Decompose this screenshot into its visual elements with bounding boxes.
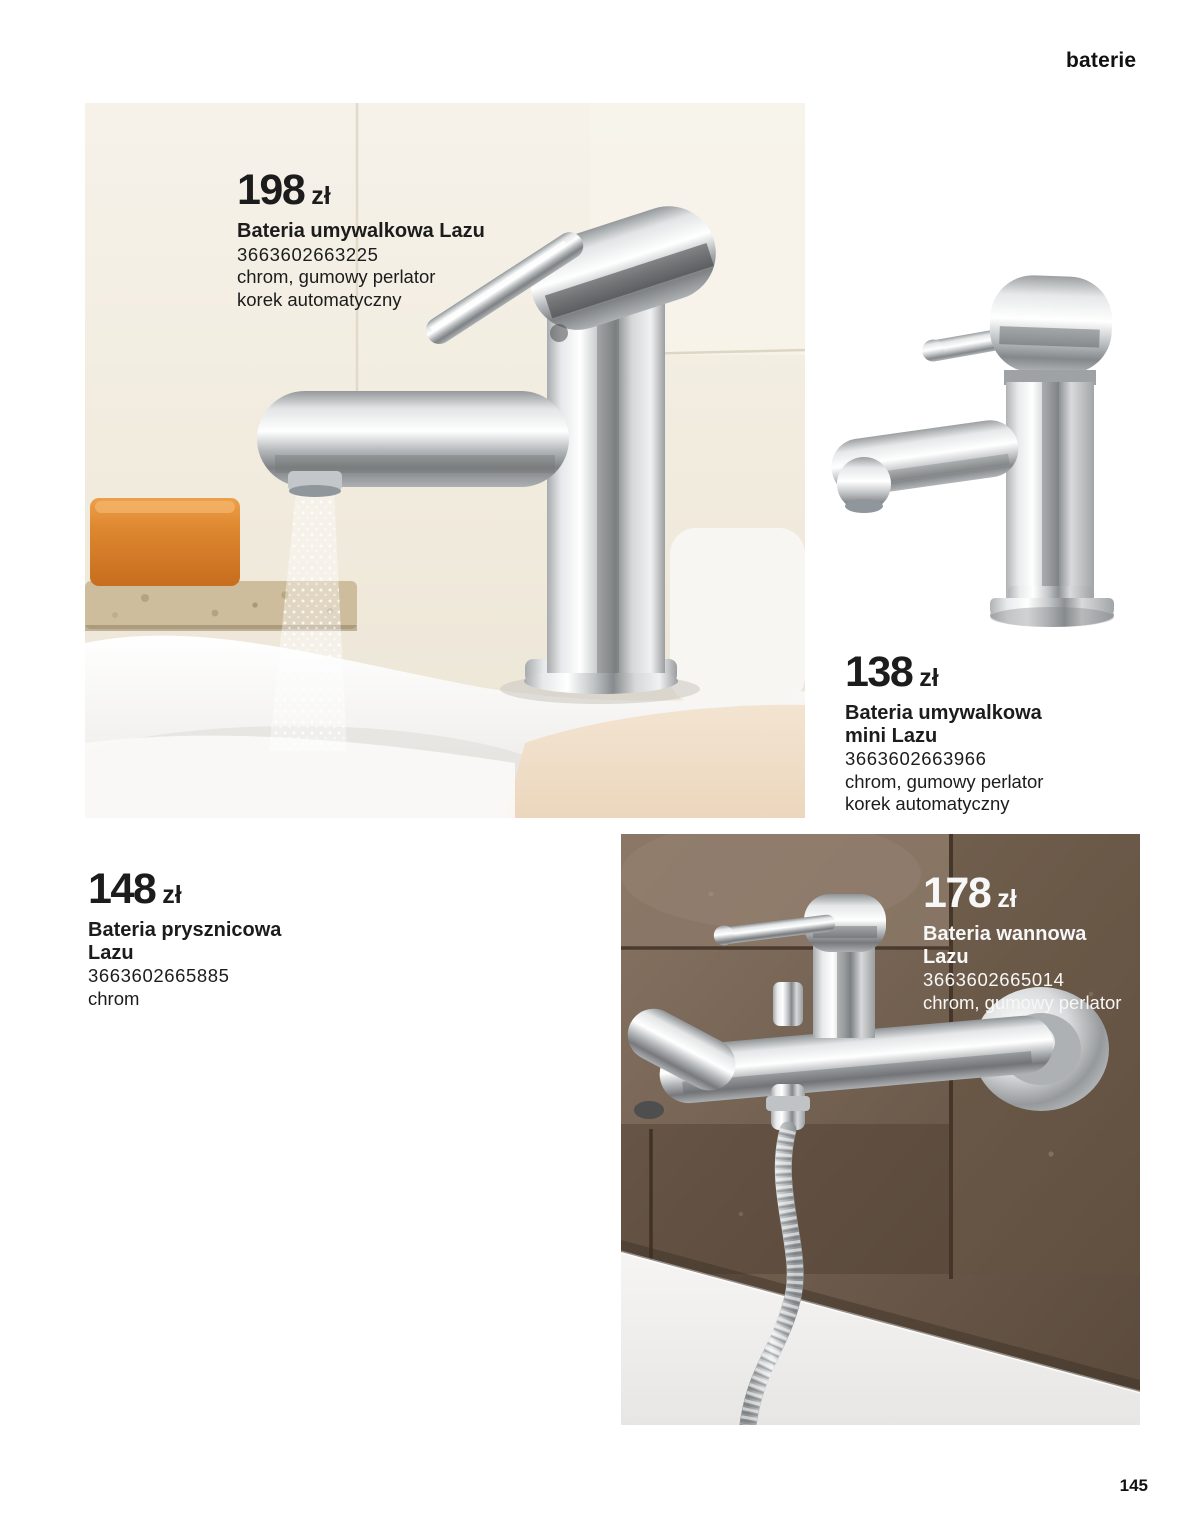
product-info-prysznicowa <box>88 865 388 1010</box>
product-info-lazu <box>237 166 485 311</box>
product-ean: 3663602663225 <box>237 243 379 265</box>
product-name-line2: Lazu <box>923 945 969 968</box>
price-value: 148 <box>88 865 156 913</box>
price-value: 178 <box>923 869 991 917</box>
bath-faucet-photo <box>621 834 1140 1425</box>
product-info-mini-lazu <box>845 648 1155 816</box>
faucet-spout <box>257 391 569 497</box>
product-name: Bateria umywalkowa Lazu <box>237 220 485 242</box>
price <box>88 865 388 913</box>
mini-faucet-head <box>988 274 1113 375</box>
product-name-line2: Lazu <box>88 941 134 964</box>
product-feature: chrom <box>88 987 140 1009</box>
price <box>845 648 1155 696</box>
price <box>923 869 1133 917</box>
product-ean: 3663602665014 <box>923 969 1065 991</box>
product-ean: 3663602663966 <box>845 748 987 770</box>
product-feature: korek automatyczny <box>237 288 402 310</box>
mini-faucet-spout <box>828 417 1022 513</box>
product-name-line2: mini Lazu <box>845 724 938 747</box>
mini-faucet <box>828 274 1114 627</box>
price-value: 198 <box>237 166 305 214</box>
product-ean: 3663602665885 <box>88 965 230 987</box>
price <box>237 166 485 214</box>
basin-faucet-photo <box>85 103 805 818</box>
price-currency: zł <box>997 885 1017 913</box>
diverter-knob <box>773 982 803 1026</box>
product-feature: korek automatyczny <box>845 793 1010 815</box>
price-currency: zł <box>919 664 939 692</box>
price-currency: zł <box>311 182 331 210</box>
product-name: Bateria umywalkowa <box>845 702 1042 724</box>
price-currency: zł <box>162 881 182 909</box>
product-name: Bateria wannowa <box>923 923 1087 945</box>
product-feature: chrom, gumowy perlator <box>845 770 1044 792</box>
page-number: 145 <box>1119 1476 1148 1495</box>
mini-faucet-illustration <box>822 268 1132 658</box>
product-info-wannowa <box>923 869 1133 1014</box>
product-name: Bateria prysznicowa <box>88 919 282 941</box>
mini-faucet-base <box>990 586 1114 627</box>
product-feature: chrom, gumowy perlator <box>237 266 436 288</box>
price-value: 138 <box>845 648 913 696</box>
product-feature: chrom, gumowy perlator <box>923 991 1122 1013</box>
section-header: baterie <box>1066 49 1137 72</box>
